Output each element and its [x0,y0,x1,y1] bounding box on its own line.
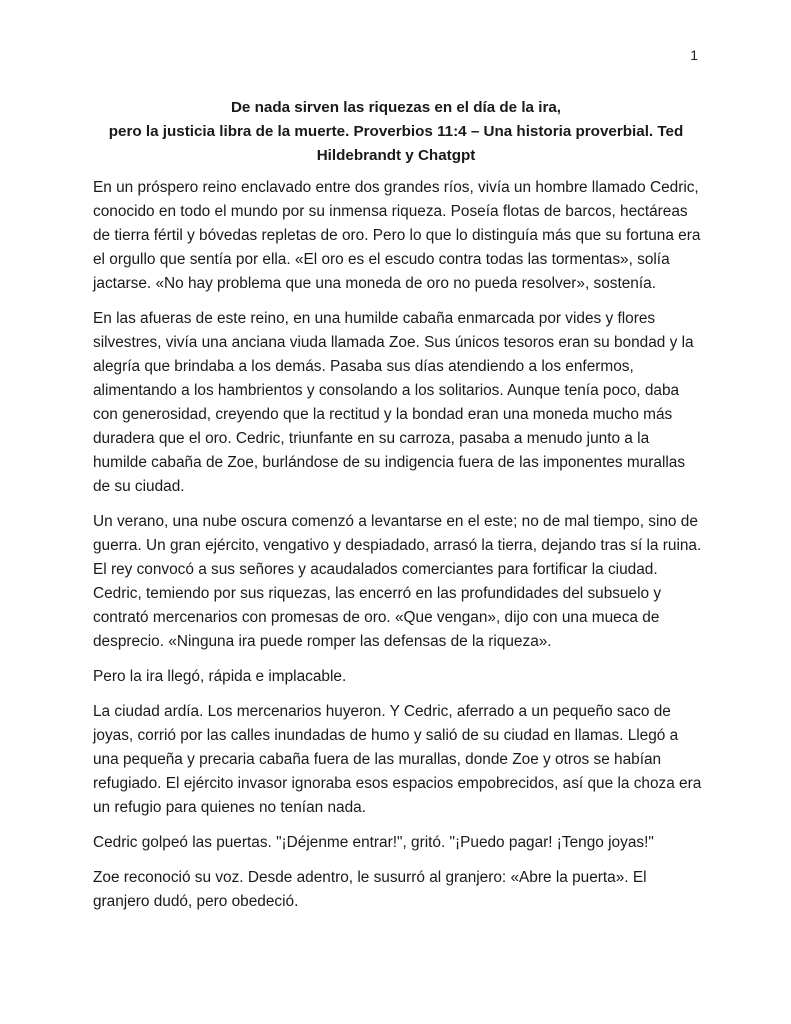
paragraph: Cedric golpeó las puertas. "¡Déjenme entrar!", gritó. "¡Puedo pagar! ¡Tengo joyas!" [93,834,654,851]
document-body [93,176,705,925]
paragraph: La ciudad ardía. Los mercenarios huyeron. Y Cedric, aferrado a un pequeño saco de joyas, corrió por las calles inundadas de humo y salió de su ciudad en llamas. Llegó a una pequeña y precaria cabaña fuera de las murallas, donde Zoe y otros se habían refugiado. El ejército invasor ignoraba esos espacios empobrecidos, así que la choza era un refugio para quienes no tenían nada. [93,703,702,816]
document-title [92,96,700,168]
paragraph: Pero la ira llegó, rápida e implacable. [93,668,347,685]
page-number: 1 [690,47,698,63]
paragraph: En las afueras de este reino, en una humilde cabaña enmarcada por vides y flores silvestres, vivía una anciana viuda llamada Zoe. Sus únicos tesoros eran su bondad y la alegría que brindaba a los demás. Pasaba sus días atendiendo a los enfermos, alimentando a los hambrientos y consolando a los solitarios. Aunque tenía poco, daba con generosidad, creyendo que la rectitud y la bondad eran una moneda mucho más duradera que el oro. Cedric, triunfante en su carroza, pasaba a menudo junto a la humilde cabaña de Zoe, burlándose de su indigencia fuera de las imponentes murallas de su ciudad. [93,310,694,495]
paragraph: Zoe reconoció su voz. Desde adentro, le susurró al granjero: «Abre la puerta». El granjero dudó, pero obedeció. [93,869,647,910]
paragraph: Un verano, una nube oscura comenzó a levantarse en el este; no de mal tiempo, sino de guerra. Un gran ejército, vengativo y despiadado, arrasó la tierra, dejando tras sí la ruina. El rey convocó a sus señores y acaudalados comerciantes para fortificar la ciudad. Cedric, temiendo por sus riquezas, las encerró en las profundidades del subsuelo y contrató mercenarios con promesas de oro. «Que vengan», dijo con una mueca de desprecio. «Ninguna ira puede romper las defensas de la riqueza». [93,513,702,650]
paragraph: En un próspero reino enclavado entre dos grandes ríos, vivía un hombre llamado Cedric, conocido en todo el mundo por su inmensa riqueza. Poseía flotas de barcos, hectáreas de tierra fértil y bóvedas repletas de oro. Pero lo que lo distinguía más que su fortuna era el orgullo que sentía por ella. «El oro es el escudo contra todas las tormentas», solía jactarse. «No hay problema que una moneda de oro no pueda resolver», sostenía. [93,179,701,292]
title-line-2: pero la justicia libra de la muerte. Proverbios 11:4 – Una historia proverbial. Ted Hildebrandt y Chatgpt [108,123,684,164]
title-line-1: De nada sirven las riquezas en el día de la ira, [230,99,562,116]
